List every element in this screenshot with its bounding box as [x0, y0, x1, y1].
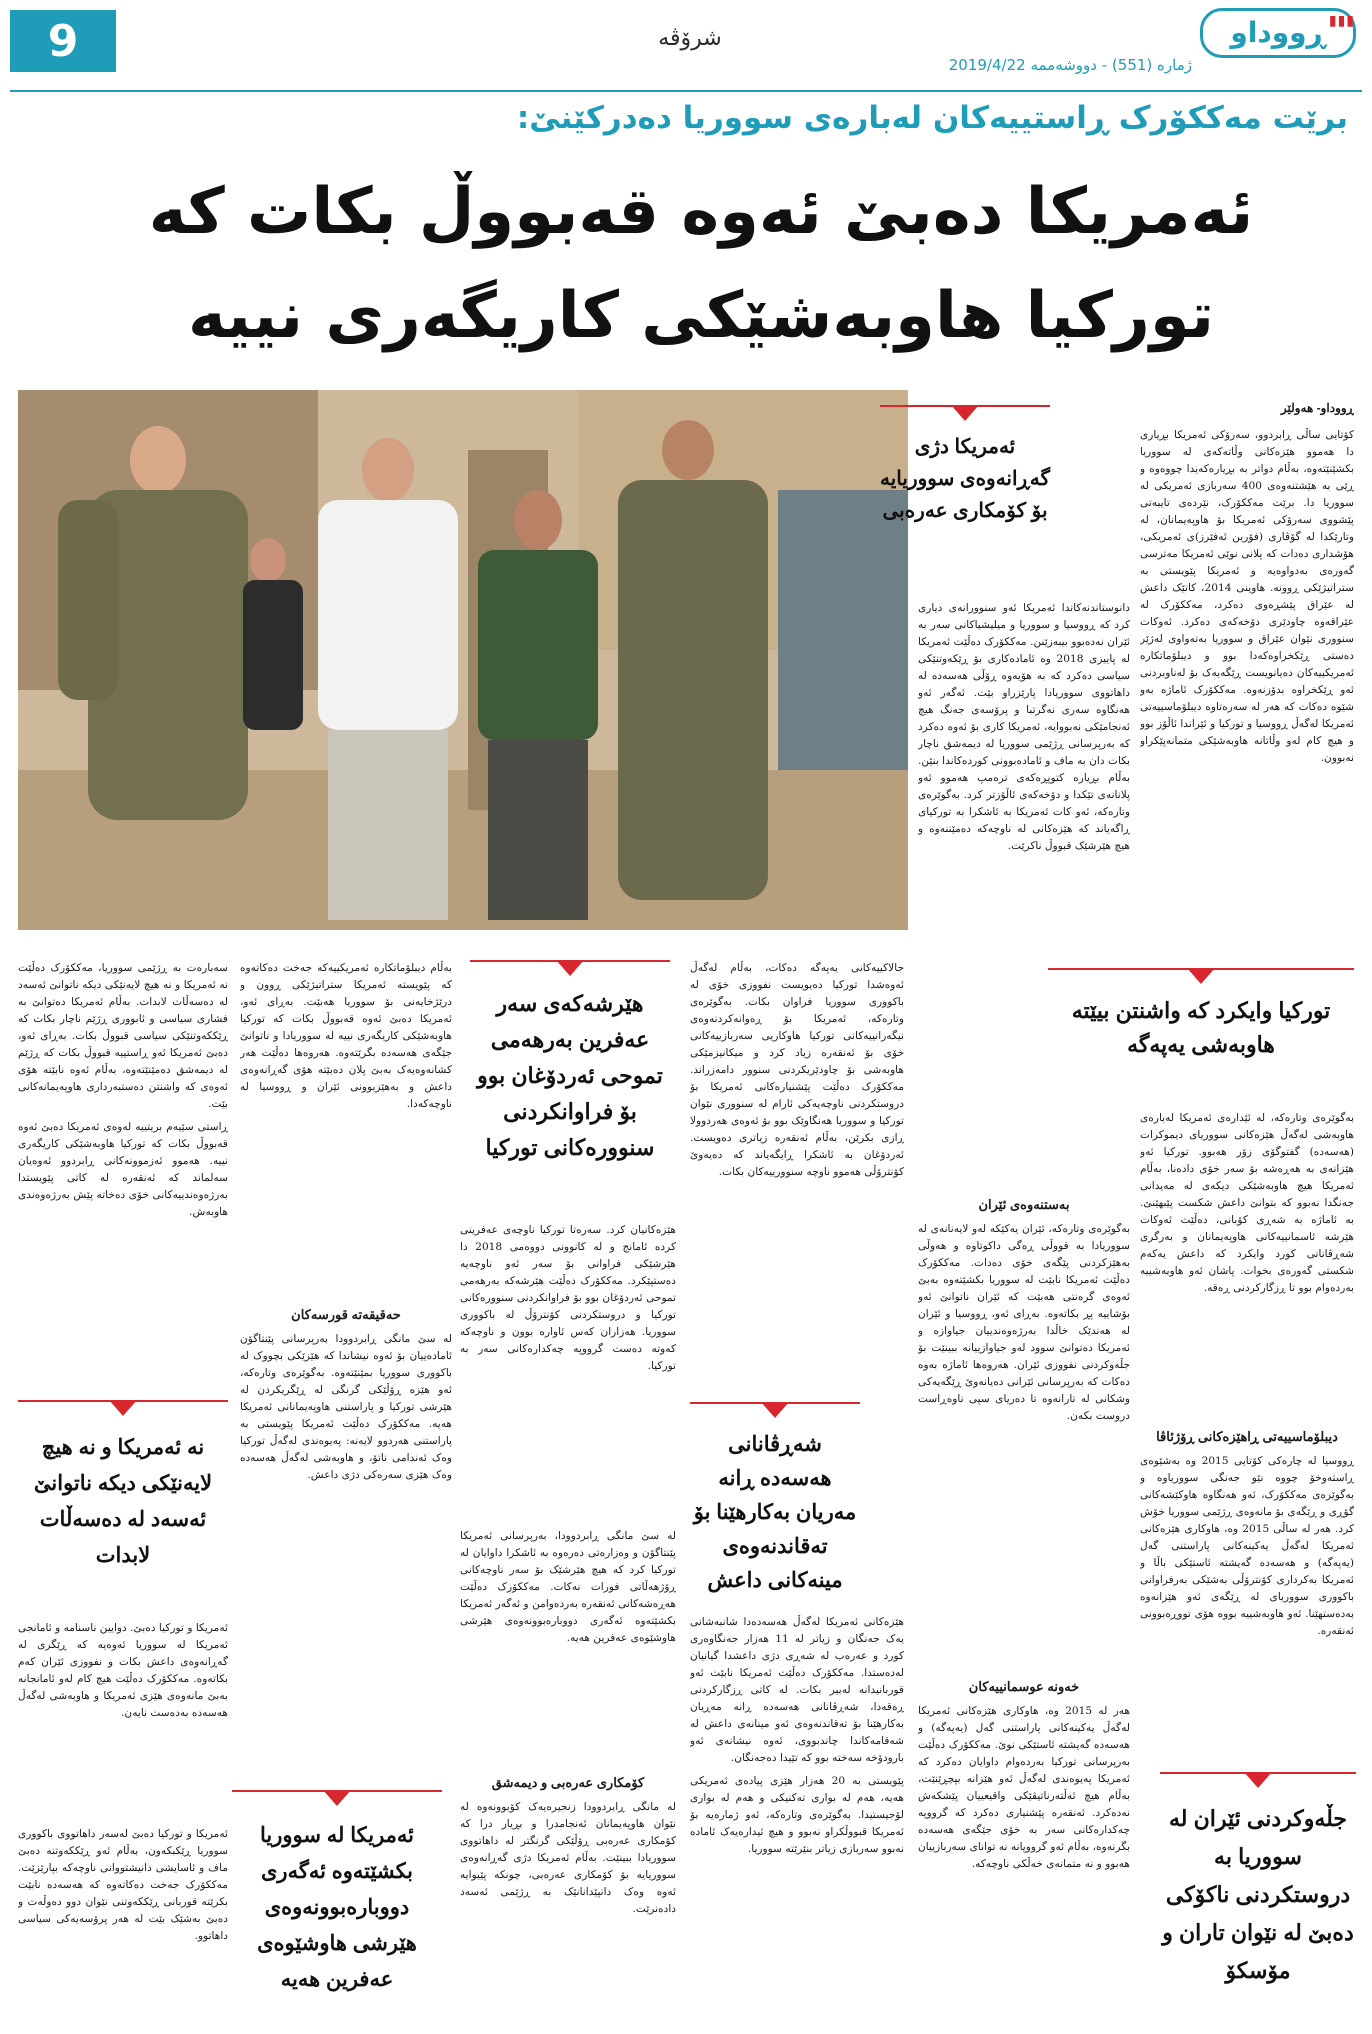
paragraph: لە مانگی ڕابردوودا زنجیرەیەک کۆبوونەوە لە نێوان هاوپەیمانان ئەنجامدرا و بڕیار درا کە کۆمکاری عەرەبی ڕۆڵێکی گرنگتر لە داهاتووی سووریادا ببینێت. بەڵام ئەمریکا دژی گەڕانەوەی سووریایە بۆ کۆمکاری عەرەبی، چونکە پێیوایە ئەوە وەک دانپێدانانێک بە ڕژێمی ئەسەد دادەنرێت.: [460, 1801, 676, 1915]
pull-quote-text: ئەمریکا لە سووریا بکشێتەوە ئەگەری دووبارەبوونەوەی هێرشی هاوشێوەی عەفرین هەیە: [257, 1824, 417, 1991]
issue-date: ژمارە (551) - دووشەممە 2019/4/22: [948, 56, 1192, 74]
red-triangle-icon: [323, 1790, 351, 1806]
pull-quote-text: جڵەوکردنی ئێران لە سووریا بە دروستکردنی ناکۆکی دەبێ لە نێوان تاران و مۆسکۆ: [1162, 1806, 1354, 1983]
paragraph: هێزەکانی ئەمریکا لەگەڵ هەسەدەدا شانبەشانی یەک جەنگان و زیاتر لە 11 هەزار جەنگاوەری کورد و عەرەب لە شەڕی دژی داعشدا گیانیان لەدەستدا. مەککۆرک دەڵێت ئەمریکا نابێت ئەو قوربانیدانە لەبیر بکات. لە کاتی ڕزگارکردنی ڕەقەدا، شەڕڤانانی هەسەدە ڕانە مەڕیان بەکارهێنا بۆ تەقاندنەوەی ئەو مینانەی داعش لە شەقامەکاندا چاندبووی، ئەوە نیشانەی ئەو بارودۆخە سەختە بوو کە تێیدا دەجەنگان.: [690, 1616, 904, 1764]
pull-quote-text: هێرشەکەی سەر عەفرین بەرهەمی تموحی ئەردۆغان بوو بۆ فراوانکردنی سنوورەکانی تورکیا: [477, 991, 663, 1160]
column-5-mid: [240, 1296, 452, 1760]
subhead: کۆمکاری عەرەبی و دیمەشق: [491, 1775, 645, 1790]
red-triangle-icon: [761, 1402, 789, 1418]
pull-quote-5: [18, 1400, 228, 1612]
paragraph: دانوستاندنەکاندا ئەمریکا ئەو سنوورانەی دیاری کرد کە ڕووسیا و سووریا و میلیشیاکانی سەر بە ئێران نەدەبوو بیبەزێنن. مەککۆرک دەڵێت ئەمریکا لە پاییزی 2018 وە ئامادەکاری بۆ ڕێکەوتنێکی سیاسی دەکرد کە بە هۆیەوە ڕۆڵی هەسەدە لە داهاتووی سووریادا پارێزراو بێت. ئەگەر ئەو هەنگاوە سەری نەگرتبا و پرۆسەی جەنگ هیچ ئەنجامێکی نەبووایە، ئەمریکا کاری بۆ ئەوە دەکرد کە بەرپرسانی ڕژێمی سووریا لە دیمەشق ناچار بکات دان بە ماف و ئامادەبوونی کوردەکاندا بنێن. بەڵام بڕیارە کتوپڕەکەی ترەمپ هەموو ئەو پلانانەی تێکدا و دۆخەکەی ئاڵۆزتر کرد. بەگوێرەی وتارەکە، ئەو کات ئەمریکا بە ئاشکرا بە تورکیای ڕاگەیاند کە هێزەکانی لە ناوچەکە دەمێننەوە و هیچ هێرشێک قبووڵ ناکرێت.: [918, 602, 1130, 852]
red-triangle-icon: [556, 960, 584, 976]
column-2-top: [918, 600, 1130, 1180]
red-triangle-icon: [1187, 968, 1215, 984]
pull-quote-1: [880, 405, 1050, 577]
column-6-bottom: [18, 1826, 228, 2016]
header-divider: [10, 90, 1362, 92]
paragraph: جالاکییەکانی یەپەگە دەکات، بەڵام لەگەڵ ئەوەشدا تورکیا دەیویست نفووزی خۆی لە باکووری سووریا فراوان بکات. بەگوێرەی وتارەکە، ئەمریکا بۆ ڕەوانەکردنەوەی نیگەرانییەکانی تورکیا هاوکاریی سەربازییەکانی خۆی بۆ ئەنقەرە زیاد کرد و میکانیزمێکی هاوبەشی بۆ چاودێریکردنی سنوور دامەزراند. مەککۆرک دەڵێت پێشنیارەکانی ئەمریکا بۆ دروستکردنی ناوچەیەکی ئارام لە سنووری نێوان تورکیا و سووریا هەنگاوێک بوو بۆ ئەوەی هەردوولا ڕازی بکرێن، بەڵام ئەنقەرە زیاتری دەویست. ئەردۆغان بە ئاشکرا ڕایگەیاند کە دەیەوێ کۆنترۆڵی هەموو ناوچە سنوورییەکان بکات.: [690, 962, 904, 1178]
paragraph: پێویستی بە 20 هەزار هێزی پیادەی ئەمریکی هەیە، هەم لە بواری تەکنیکی و هەم لە بواری لۆجیستیدا. بەگوێرەی وتارەکە، ئەو ژمارەیە بۆ ئەمریکا قبووڵکراو نەبوو و هیچ ئیدارەیەک ئامادە نەبوو سەربازی زیاتر بنێرێتە سووریا.: [690, 1775, 904, 1855]
subhead: دیبلۆماسییەتی ڕاهێزەکانی ڕۆژئاڤا: [1156, 1429, 1338, 1444]
pull-quote-7: [1160, 1772, 1356, 2014]
paragraph: ڕاستی سێیەم بریتییە لەوەی ئەمریکا دەبێ ئەوە قەبووڵ بکات کە تورکیا هاوبەشێکی کاریگەری نییە. هەموو ئەزموونەکانی ڕابردوو ئەوەیان سەلماند کە ئەنقەرە لە کاتی پێویستدا بەرژەوەندییەکانی خۆی دەخاتە پێش بەرژەوەندی هاوبەش.: [18, 1121, 228, 1218]
paragraph: بەڵام دیبلۆماتکارە ئەمریکییەکە جەخت دەکاتەوە کە پێویستە ئەمریکا ستراتیژێکی ڕوون و درێژخایەنی بۆ سووریا هەبێت. بەڕای ئەو، ئەمریکا دەبێ ئەوە قەبووڵ بکات کە تورکیا هاوبەشێکی کاریگەری نییە لە سووریادا و ناتوانێ جێگەی هەسەدە بگرێتەوە. هەروەها دەڵێت هەر کشانەوەیەک بەبێ پلان دەبێتە هۆی گەڕانەوەی داعش و بەهێزبوونی ئێران و ڕووسیا لە ناوچەکەدا.: [240, 962, 452, 1110]
paragraph: بەگوێرەی وتارەکە، لە ئێدارەی ئەمریکا لەبارەی هاوبەشی لەگەڵ هێزەکانی سووریای دیموکرات (هەسەدە) گفتوگۆی زۆر هەبوو. تورکیا ئەو هێزانەی بە هەڕەشە بۆ سەر خۆی دادەنا، بەڵام ئەمریکا هیچ هاوبەشێکی دیکەی لە مەیدانی جەنگدا نەبوو کە بتوانێ داعش شکست پێبهێنێ. بە ئاماژە بە شەڕی کۆبانی، دەڵێت ئەوکات هێرشە ئاسمانییەکانی هاوپەیمانان و بەرگری شەڕڤانانی کورد وایکرد کە داعش یەکەم شکستی گەورەی بخوات. پاشان ئەو هاوبەشییە بەردەوام بوو تا ڕزگارکردنی ڕەقە.: [1140, 1112, 1354, 1294]
subhead: بەستنەوەی ئێران: [978, 1197, 1070, 1212]
paragraph: لە سێ مانگی ڕابردوودا بەرپرسانی پێنتاگۆن ئامادەییان بۆ ئەوە نیشاندا کە هێزێکی بچووک لە باکووری سووریا بمێنێتەوە. بەگوێرەی وتارەکە، ئەو هێزە ڕۆڵێکی گرنگی لە ڕێگریکردن لە هێرشی تورکیا و پاراستنی هاوپەیمانانی ئەمریکا هەیە. مەککۆرک دەڵێت ئەمریکا پێویستی بە پاراستنی هەردوو لایەنە: پەیوەندی لەگەڵ تورکیا وەک ئەندامی ناتۆ، و هاوبەشی لەگەڵ هەسەدە وەک هێزی سەرەکی دژی داعش.: [240, 1333, 452, 1481]
column-2-mid: [918, 1186, 1130, 1662]
paragraph: هەر لە 2015 وە، هاوکاری هێزەکانی ئەمریکا لەگەڵ یەکینەکانی پاراستنی گەل (یەپەگە) و هەسەدە گەیشتە ئاستێکی نوێ. مەککۆرک دەڵێت بەرپرسانی تورکیا بەردەوام داوایان دەکرد کە ئەمریکا پەیوەندی لەگەڵ ئەو هێزانە بپچڕێنێت، بەڵام هیچ ئەڵتەرناتیڤێکی واقیعییان پێشکەش نەدەکرد. ئەنقەرە پێشنیاری دەکرد کە گرووپە چەکدارەکانی سەر بە خۆی جێگەی هەسەدە بگرنەوە، بەڵام ئەو گرووپانە نە توانای سەربازییان هەبوو و نە متمانەی خەڵکی ناوچەکە.: [918, 1705, 1130, 1870]
photo-illustration: [18, 390, 908, 930]
paragraph: بەگوێرەی وتارەکە، ئێران یەکێکە لەو لایەنانەی لە سووریادا بە قووڵی ڕەگی داکوتاوە و هەوڵی بەهێزکردنی پێگەی خۆی دەدات. مەککۆرک دەڵێت ئەمریکا نابێت لە سووریا بکشێتەوە بەبێ ئەوەی گرەنتی هەبێت کە ئێران ناتوانێ ئەو بۆشاییە پڕ بکاتەوە. بەڕای ئەو، ڕووسیا و ئێران لە هەندێک خاڵدا بەرژەوەندییان جیاوازە و ئەمریکا دەتوانێ سوود لەو جیاوازییانە ببینێت بۆ جڵەوکردنی نفووزی ئێران. هەروەها ئاماژە بەوە دەکات کە بەرپرسانی ئێرانی دەیانەوێ ڕێگەیەکی وشکانی لە تارانەوە تا دەریای سپی ناوەڕاست دروست بکەن.: [918, 1223, 1130, 1422]
red-triangle-icon: [109, 1400, 137, 1416]
column-5-top: [240, 960, 452, 1290]
rudaw-logo: [1200, 8, 1356, 58]
headline: ئەمریکا دەبێ ئەوە قەبووڵ بکات کە تورکیا هاوبەشێکی کاریگەری نییە: [148, 175, 1254, 353]
kicker: برێت مەککۆرک ڕاستییەکان لەبارەی سووریا دەدرکێنێ:: [516, 100, 1348, 136]
pull-quote-text: ئەمریکا دژی گەڕانەوەی سووریایە بۆ کۆمکاری عەرەبی: [880, 436, 1050, 522]
column-3-bottom: [690, 1614, 904, 2014]
column-1-mid: [1140, 1110, 1354, 1410]
subhead: حەقیقەتە قورسەکان: [291, 1307, 401, 1322]
paragraph: سەبارەت بە ڕژێمی سووریا، مەککۆرک دەڵێت نە ئەمریکا و نە هیچ لایەنێکی دیکە ناتوانێ ئەسەد لە دەسەڵات لابدات. بەڵام ئەمریکا دەتوانێ بە فشاری سیاسی و ئابووری ڕژێم ناچار بکات کە ڕێککەوتنێکی سیاسی قبووڵ بکات. بەڕای ئەو، دەبێ ئەمریکا ئەو ڕاستییە قبووڵ بکات کە ڕژێم لە دیمەشق دەمێنێتەوە، بەڵام ئەوە نابێتە هۆی ئەوەی کە واشنتن دەستبەرداری هاوپەیمانەکانی بێت.: [18, 962, 228, 1110]
pull-quote-text: تورکیا وایکرد کە واشنتن بیێتە هاوبەشی یەپەگە: [1071, 998, 1331, 1057]
paragraph: ڕووسیا لە چارەکی کۆتایی 2015 وە بەشێوەی ڕاستەوخۆ چووە نێو جەنگی سووریاوە و بەگوێرەی مەککۆرک، ئەو هەنگاوە هاوکێشەکانی گۆڕی و ڕێگەی بۆ مانەوەی ڕژێمی سووریا خۆش کرد. هەر لە ساڵی 2015 وە، هاوکاری هێزەکانی ئەمریکا لەگەڵ یەکینەکانی پاراستنی گەل (یەپەگە) و هەسەدە گەیشتە ئاستێکی باڵا و ئەمریکا بەکرداری کۆنترۆڵی بەشێکی بەرفراوانی باکووری سووریای لە ڕێگەی ئەو هێزانەوە بەدەستهێنا. ئەو هاوبەشییە بووە هۆی تووڕەبوونی ئەنقەرە.: [1140, 1455, 1354, 1637]
subhead: خەونە عوسمانییەکان: [968, 1679, 1080, 1694]
column-4-bottom: [460, 1764, 676, 2014]
paragraph: ئەمریکا و تورکیا دەبێ. دوایین ناسنامە و ئامانجی ئەمریکا لە سووریا ئەوەیە کە ڕێگری لە گەڕانەوەی داعش بکات و نفووزی ئێران کەم بکاتەوە. مەککۆرک دەڵێت هیچ کام لەو ئامانجانە بەبێ مانەوەی هێزی ئەمریکا و هاوبەشی لەگەڵ هەسەدە بەدەست نایەن.: [18, 1622, 228, 1719]
pull-quote-4: [690, 1402, 860, 1604]
byline: ڕووداو- هەولێر: [1280, 401, 1354, 415]
paragraph: ئەمریکا و تورکیا دەبێ لەسەر داهاتووی باکووری سووریا ڕێکبکەون، بەڵام ئەو ڕێککەوتنە دەبێ ماف و ئاسایشی دانیشتووانی ناوچەکە بپارێزێت. مەککۆرک جەخت دەکاتەوە کە هەسەدە نابێت بکرێتە قوربانی ڕێککەوتنی نێوان دوو دەوڵەت و دەبێ بەشێک بێت لە هەر پرۆسەیەکی سیاسی داهاتوو.: [18, 1828, 228, 1942]
pull-quote-text: نە ئەمریکا و نە هیچ لایەنێکی دیکە ناتوانێ ئەسەد لە دەسەڵات لابدات: [33, 1436, 213, 1567]
logo-text: ڕووداو: [1230, 16, 1326, 49]
paragraph: لە سێ مانگی ڕابردوودا، بەرپرسانی ئەمریکا پێنتاگۆن و وەزارەتی دەرەوە بە ئاشکرا داوایان لە تورکیا کرد کە هیچ هێرشێک بۆ سەر ناوچەکانی ڕۆژهەڵاتی فورات نەکات. مەککۆرک دەڵێت هەڕەشەکانی ئەنقەرە بەردەوامن و ئەگەر ئەمریکا بکشێتەوە ئەگەری دووبارەبوونەوەی هێرشی هاوشێوەی عەفرین هەیە.: [460, 1530, 676, 1644]
column-1-top: [1140, 400, 1354, 958]
paragraph: کۆتایی ساڵی ڕابردوو، سەرۆکی ئەمریکا بڕیاری دا هەموو هێزەکانی وڵاتەکەی لە سووریا بکشێنێتەوە، بەڵام دواتر بە بڕیارەکەیدا چووەوە و ڕێی بە هێشتنەوەی 400 سەربازی ئەمریکی لە سووریا دا. برێت مەککۆرک، نێردەی تایبەتی پێشووی سەرۆکی ئەمریکا بۆ هاوپەیمانان، لە وتارێکدا لە گۆڤاری (فۆرین ئەفێرز)ی ئەمریکی، هۆشداری دەدات کە پلانی نوێی ئەمریکا مەترسی گەورەی بەدواوەیە و ئەمریکا پێویستی بە ستراتیژێکی ڕوونە. هاوینی 2014، کاتێک داعش لە عێراق پێشڕەوی دەکرد، مەککۆرک لە عێراقەوە چاودێری دۆخەکەی دەکرد. ئەوکات سنووری نێوان عێراق و سووریا بەتەواوی لەژێر دەستی ڕێکخراوەکەدا بوو و دیبلۆماتکارە ئەمریکییەکان دەیانویست ڕێگەیەک بۆ لەناوبردنی ئەو ڕێکخراوە بدۆزنەوە. مەککۆرک ئاماژە بەو شێوە دەکات کە هەر لە سەرەتاوە دیبلۆماسییەتی ئەمریکا لەگەڵ ڕووسیا و تورکیا و ئێراندا ئاڵۆز بوو و هیچ کام لەو وڵاتانە هاوبەشێکی متمانەپێکراو نەبوون.: [1140, 429, 1354, 764]
red-triangle-icon: [951, 405, 979, 421]
pull-quote-6: [232, 1790, 442, 2012]
column-6-lower: [18, 1620, 228, 1820]
column-4-lower: [460, 1528, 676, 1758]
page-number: 9: [10, 10, 116, 72]
column-3-top: [690, 960, 904, 1390]
column-6-top: [18, 960, 228, 1390]
column-1-bottom: [1140, 1418, 1354, 1758]
section-name: شرۆڤە: [658, 26, 722, 51]
red-triangle-icon: [1244, 1772, 1272, 1788]
column-2-bottom: [918, 1668, 1130, 2018]
pull-quote-text: شەڕڤانانی هەسەدە ڕانە مەریان بەکارهێنا بۆ تەقاندنەوەی مینەکانی داعش: [693, 1433, 857, 1592]
article-photo: [18, 390, 908, 930]
pull-quote-3: [470, 960, 670, 1212]
column-4-mid: [460, 1222, 676, 1522]
logo-dots-icon: ▮▮▮: [1328, 13, 1355, 29]
paragraph: هێزەکانیان کرد. سەرەتا تورکیا ناوچەی عەفرینی کردە ئامانج و لە کانوونی دووەمی 2018 دا هێرشێکی فراوانی بۆ سەر ئەو ناوچەیە دەستپێکرد. مەککۆرک دەڵێت هێرشەکە بەرهەمی تموحی ئەردۆغان بوو بۆ فراوانکردنی سنوورەکانی تورکیا و دروستکردنی کۆنترۆڵ لە باکووری سووریا. هەزاران کەس ئاوارە بوون و ناوچەکە کەوتە دەست گرووپە چەکدارەکانی سەر بە تورکیا.: [460, 1224, 676, 1372]
